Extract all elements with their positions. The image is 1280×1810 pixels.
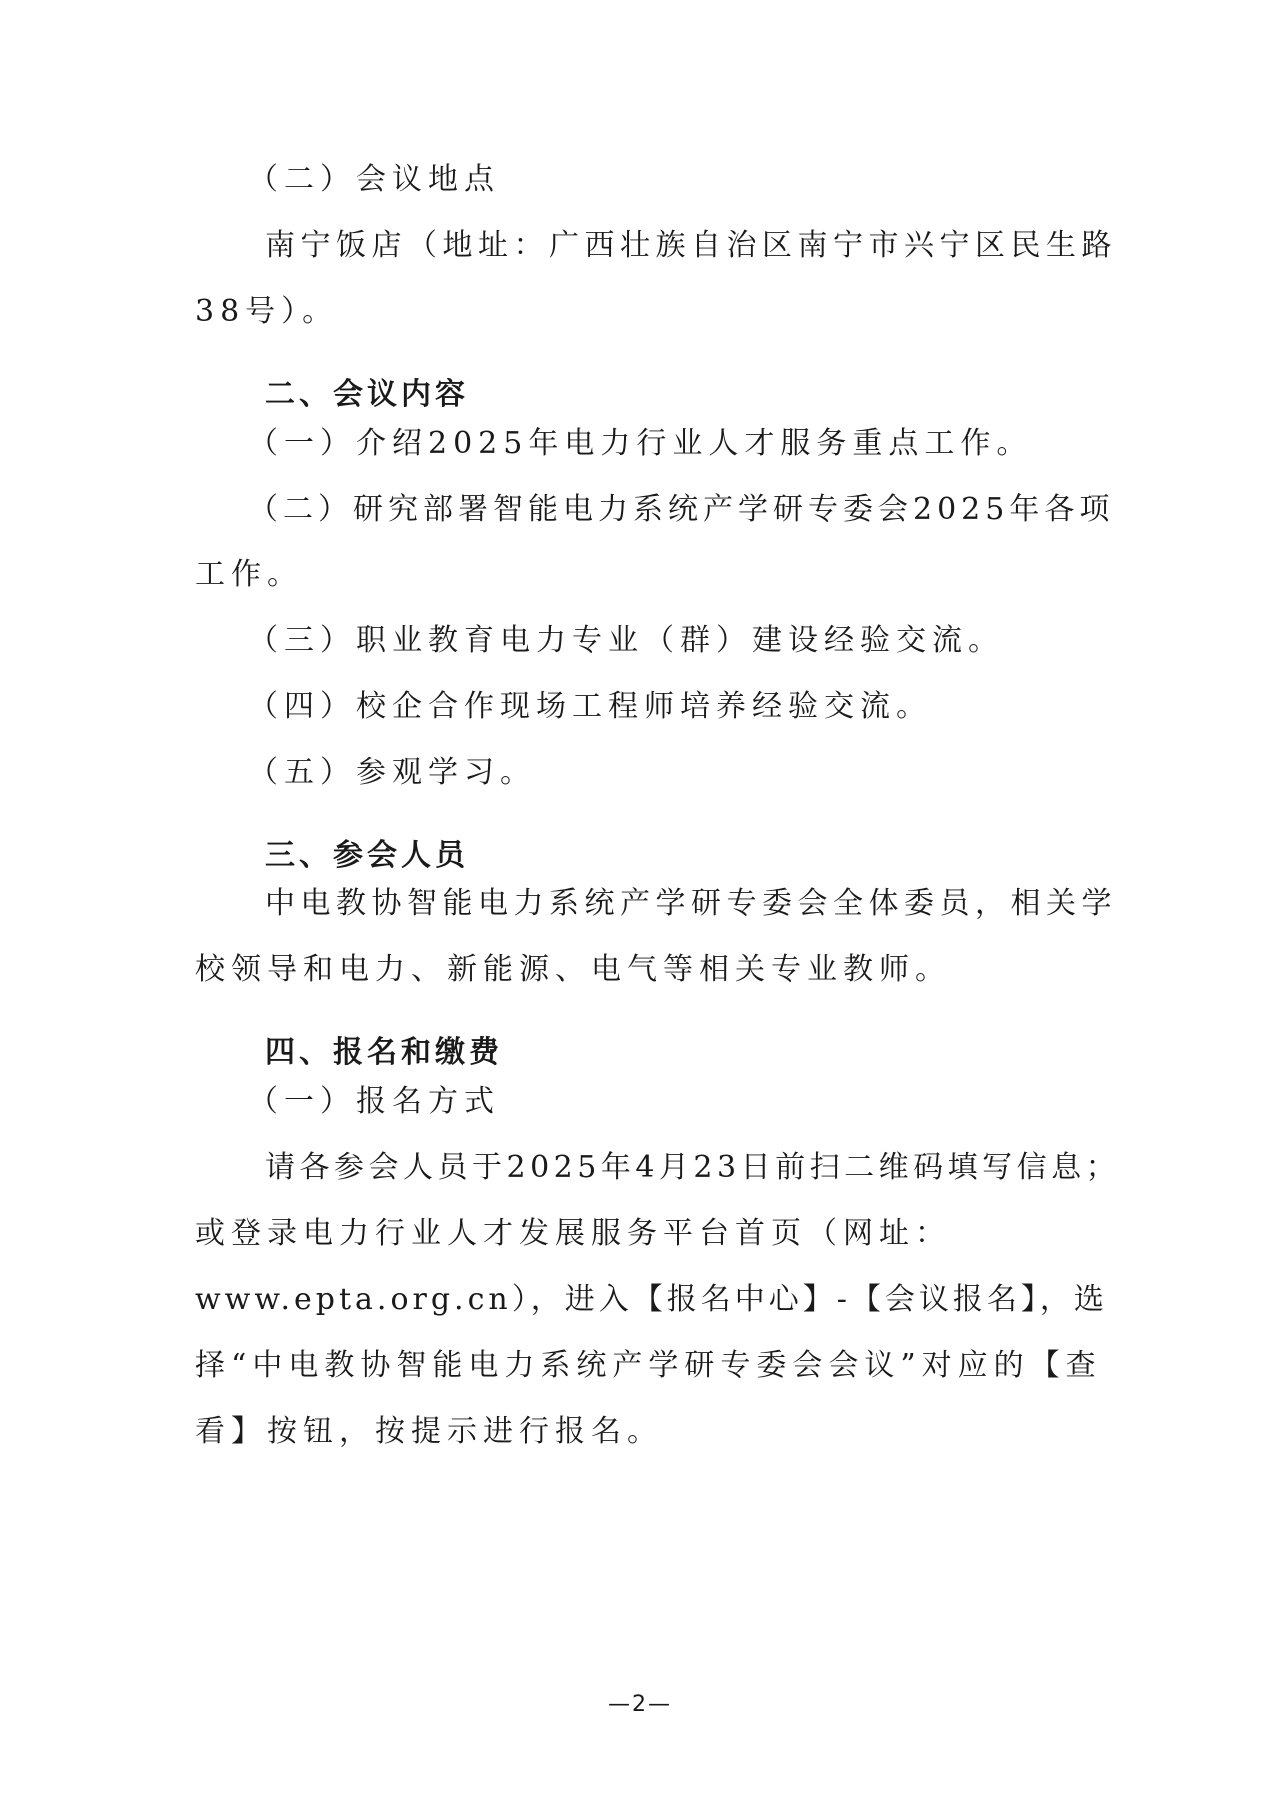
subheading-registration-method: （一）报名方式	[248, 1084, 500, 1119]
list-item-1: （一）介绍2025年电力行业人才服务重点工作。	[248, 426, 1033, 461]
paragraph-address-line-1: 南宁饭店（地址：广西壮族自治区南宁市兴宁区民生路	[265, 228, 1117, 263]
paragraph-registration-line-1: 请各参会人员于2025年4月23日前扫二维码填写信息；	[265, 1150, 1121, 1185]
section-heading-meeting-content: 二、会议内容	[265, 377, 469, 412]
list-item-2-line-1: （二）研究部署智能电力系统产学研专委会2025年各项	[248, 492, 1115, 527]
paragraph-registration-line-3: www.epta.org.cn），进入【报名中心】-【会议报名】，选	[195, 1282, 1108, 1317]
list-item-5: （五）参观学习。	[248, 755, 536, 790]
page-number: —2—	[608, 1692, 672, 1717]
section-heading-registration: 四、报名和缴费	[265, 1035, 503, 1070]
list-item-3: （三）职业教育电力专业（群）建设经验交流。	[248, 623, 1004, 658]
paragraph-registration-line-2: 或登录电力行业人才发展服务平台首页（网址：	[195, 1216, 951, 1251]
paragraph-registration-line-4: 择“中电教协智能电力系统产学研专委会会议”对应的【查	[195, 1348, 1102, 1383]
subheading-meeting-location: （二）会议地点	[248, 162, 500, 197]
paragraph-attendees-line-1: 中电教协智能电力系统产学研专委会全体委员，相关学	[265, 886, 1117, 921]
paragraph-attendees-line-2: 校领导和电力、新能源、电气等相关专业教师。	[195, 952, 951, 987]
section-heading-attendees: 三、参会人员	[265, 838, 469, 873]
paragraph-address-line-2: 38号）。	[195, 294, 339, 329]
list-item-2-line-2: 工作。	[195, 557, 303, 592]
list-item-4: （四）校企合作现场工程师培养经验交流。	[248, 689, 932, 724]
paragraph-registration-line-5: 看】按钮，按提示进行报名。	[195, 1414, 663, 1449]
